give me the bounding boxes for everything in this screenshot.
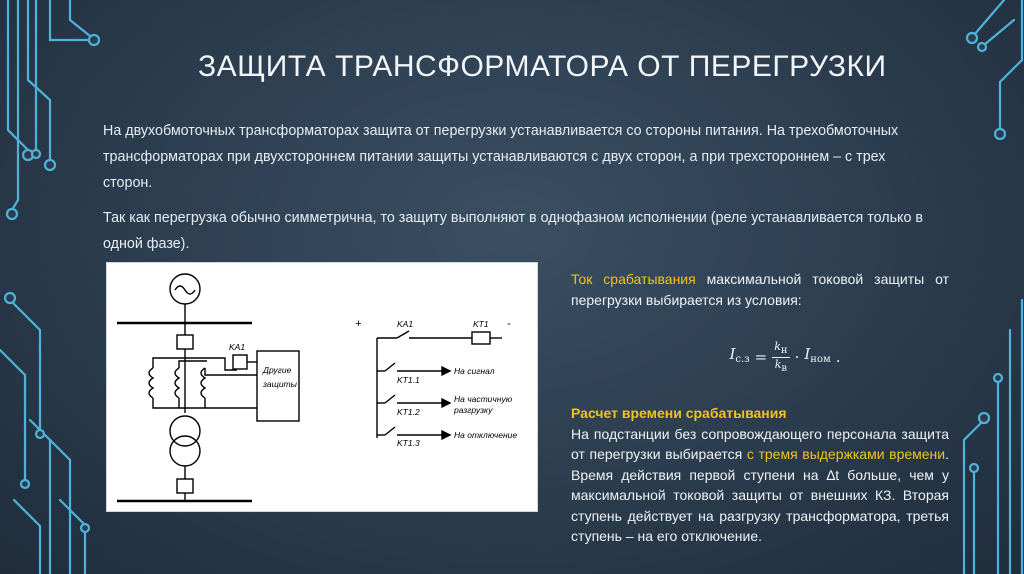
pickup-current-text: [571, 269, 949, 310]
trip-time-body: [571, 424, 949, 547]
trip-time-highlight: с тремя выдержками времени: [746, 446, 946, 462]
formula-rhs-sub: ном: [810, 354, 831, 366]
transformer-winding-1: [170, 416, 200, 446]
label-trip: На отключение: [454, 430, 518, 440]
label-signal: На сигнал: [454, 366, 495, 376]
pickup-current-formula: [621, 340, 949, 375]
ct-coil-1: [149, 368, 153, 398]
label-kt13: KT1.3: [397, 438, 420, 448]
label-other-protections-2: защиты: [263, 379, 297, 389]
label-kt11: KT1.1: [397, 375, 420, 385]
formula-dot: ·: [794, 348, 800, 367]
circuit-decoration-right: [944, 0, 1024, 574]
trip-time-body-2: . Время действия первой ступени на ∆t больше, чем у максимальной токовой защиты от внешних КЗ. Вторая ступень действует на разгрузку трансформатора, третья ступень – на его отключение.: [571, 446, 950, 544]
circuit-decoration-left: [0, 0, 110, 574]
formula-eq: =: [754, 348, 768, 367]
label-partial-unload-2: разгрузку: [454, 405, 493, 415]
label-ka1-right: KA1: [397, 319, 414, 329]
relay-kt1-box: [472, 332, 490, 344]
slide-title: ЗАЩИТА ТРАНСФОРМАТОРА ОТ ПЕРЕГРУЗКИ: [198, 50, 887, 83]
label-minus: -: [507, 318, 511, 330]
paragraph-1: На двухобмоточных трансформаторах защита от перегрузки устанавливается со стороны питания. На трехобмоточных трансформаторах при двухстороннем питании защиты устанавливаются с двух сторон, а при трехстороннем – с трех сторон.: [103, 123, 899, 191]
paragraph-2: Так как перегрузка обычно симметрична, то защиту выполняют в однофазном исполнении (реле устанавливается только в одной фазе).: [103, 210, 923, 252]
intro-text: [103, 118, 933, 266]
transformer-winding-2: [170, 436, 200, 466]
breaker-bottom: [177, 479, 193, 493]
formula-num: k: [774, 340, 781, 353]
formula-den: k: [774, 358, 782, 371]
label-ka1-left: KA1: [229, 342, 246, 352]
breaker-top: [177, 335, 193, 349]
trip-time-heading: Расчет времени срабатывания: [571, 405, 787, 421]
formula-den-sub: в: [781, 363, 788, 374]
label-other-protections-1: Другие: [263, 365, 292, 375]
right-column: [571, 269, 949, 547]
formula-fraction: [772, 340, 789, 375]
label-kt1: KT1: [473, 319, 489, 329]
label-plus: +: [355, 318, 362, 330]
formula-num-sub: н: [780, 345, 788, 356]
trip-time-body-1: На подстанции без сопровождающего персонала защита от перегрузки выбирается: [571, 425, 949, 462]
circuit-diagram-svg: [107, 263, 537, 511]
formula-lhs: I: [729, 345, 736, 364]
label-kt12: KT1.2: [397, 407, 420, 417]
relay-ka1-box: [233, 355, 247, 369]
formula-lhs-sub: с.з: [735, 354, 750, 366]
formula-end: .: [835, 348, 841, 367]
formula-rhs: I: [804, 345, 811, 364]
pickup-current-highlight: Ток срабатывания: [571, 271, 696, 287]
ct-coil-2: [175, 368, 179, 398]
label-partial-unload-1: На частичную: [454, 394, 513, 404]
pickup-current-rest: максимальной токовой защиты от перегрузки выбирается из условия:: [571, 271, 949, 308]
circuit-diagram: [106, 262, 538, 512]
